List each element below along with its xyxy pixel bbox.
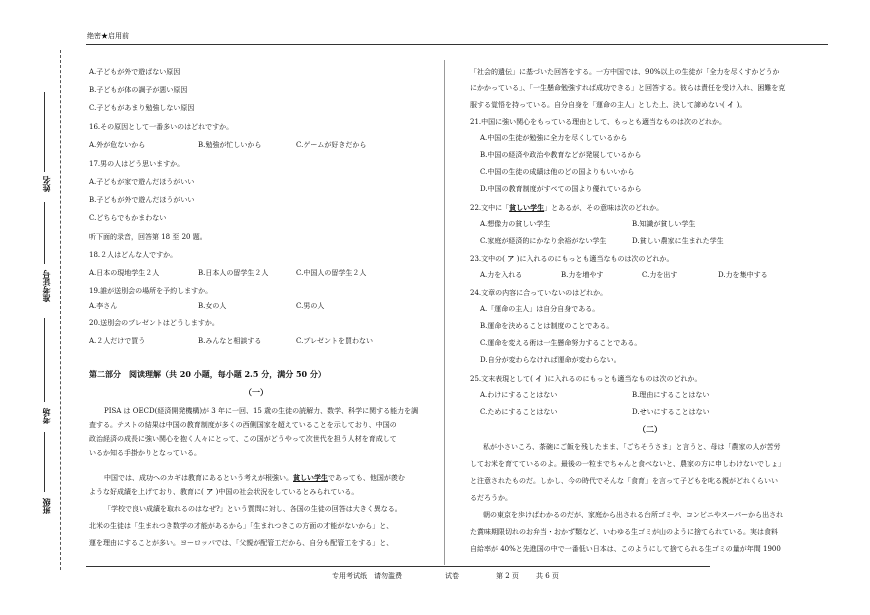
- q15-option-b: B.子どもが体の調子が悪い原因: [89, 86, 188, 94]
- q22-option-c: C.家庭が経済的にかなり余裕がない学生: [480, 237, 607, 245]
- side-class-label: 班级: [41, 498, 51, 514]
- q20-option-c: C.プレゼントを買わない: [296, 337, 374, 345]
- q20-option-a: A.２人だけで買う: [89, 337, 146, 345]
- footer-rule: [86, 566, 710, 567]
- q15-option-a: A.子どもが外で遊ばない原因: [89, 68, 181, 76]
- q19-option-b: B.女の人: [198, 302, 227, 310]
- side-exam-no-line: [44, 202, 45, 264]
- column-divider: [444, 60, 445, 565]
- side-exam-no-label: 准考证号: [41, 270, 51, 302]
- passage2-line-3: と注意されたものだ。しかし、今の時代でそんな「食育」を言って子どもを叱る親がどれくらいい: [470, 477, 778, 485]
- q23-option-b: B.力を増やす: [561, 271, 604, 279]
- q25-option-b: B.理由にすることはない: [632, 391, 710, 399]
- footer-page-number: 第 2 页: [496, 572, 519, 580]
- q18-option-a: A.日本の現地学生２人: [89, 269, 160, 277]
- q20-stem: 20.送別会のプレゼントはどうしますか。: [89, 319, 219, 327]
- q24-option-b: B.運命を決めることは制度のことである。: [480, 322, 614, 330]
- passage1-line-3: 政治経済の成長に強い関心を抱く人々にとって、この国がどうやって次世代を担う人材を育成して: [89, 435, 397, 443]
- q21-option-b: B.中国の経済や政治や教育などが発展しているから: [480, 151, 642, 159]
- passage1-cont-line-3: 服する覚悟を持っている。自分自身を「運命の主人」とした上、決して諦めない( イ )。: [470, 100, 747, 109]
- q25-option-a: A.わけにすることはない: [480, 391, 558, 399]
- binding-dashed-line: [60, 50, 61, 570]
- side-room-line: [44, 318, 45, 402]
- passage1-line-7: 「学校で良い成績を取れるのはなぜ?」という質問に対し、各国の生徒の回答は大きく異なる。: [104, 505, 402, 513]
- q16-option-b: B.勉強が忙しいから: [198, 141, 262, 149]
- passage1-line-9: 運を理由にすることが多い。ヨーロッパでは、「父親が配管工だから、自分も配管工をする」と、: [89, 539, 394, 547]
- q21-stem: 21.中国に強い関心をもっている理由として、もっとも適当なものは次のどれか。: [470, 118, 726, 126]
- passage1-line-2: 査する。テストの結果は中国の教育制度が多くの西側国家を超えていることを示しており、中国の: [89, 421, 397, 429]
- q16-stem: 16.その原因として一番多いのはどれですか。: [89, 123, 234, 131]
- q18-option-b: B.日本人の留学生２人: [198, 269, 269, 277]
- q17-option-c: C.どちらでもかまわない: [89, 214, 167, 222]
- header-secret-label: 绝密★启用前: [87, 32, 129, 40]
- q18-option-c: C.中国人の留学生２人: [296, 269, 367, 277]
- q25-option-d: D.せいにすることはない: [632, 408, 710, 416]
- q16-option-c: C.ゲームが好きだから: [296, 141, 367, 149]
- q21-option-d: D.中国の教育制度がすべての国より優れているから: [480, 185, 642, 193]
- q19-option-a: A.李さん: [89, 302, 118, 310]
- passage1-line-4: いるか知る手掛かりとなっている。: [89, 449, 201, 457]
- passage2-line-7: 自給率が 40%と先進国の中で一番低い日本は、このようにして捨てられる生ゴミの量が年間 1900: [470, 545, 781, 553]
- q21-option-c: C.中国の生徒の成績は他のどの国よりもいいから: [480, 168, 635, 176]
- passage2-line-5: 朝の東京を歩けばわかるのだが、家庭から出される台所ゴミや、コンビニやスーパーから出され: [483, 511, 784, 519]
- q24-option-a: A.「運命の主人」は自分自身である。: [480, 305, 600, 313]
- q23-option-d: D.力を集中する: [718, 271, 768, 279]
- q19-stem: 19.誰が送別会の場所を予約しますか。: [89, 287, 213, 295]
- header-rule: [86, 44, 828, 45]
- q23-option-a: A.力を入れる: [480, 271, 523, 279]
- passage1-line-1: PISA は OECD(経済開発機構)が 3 年に一回、15 歳の生徒の読解力、数学、科学に関する能力を調: [104, 407, 419, 415]
- footer-paper-label: 试卷: [445, 572, 459, 580]
- q16-option-a: A.外が危ないから: [89, 141, 146, 149]
- passage1-line-6: ような好成績を上げており、教育に( ア )中国の社会状況をしているとみられている。: [89, 487, 359, 496]
- passage2-line-4: るだろうか。: [470, 494, 512, 502]
- footer-notice: 专用考试纸 请勿滥费: [332, 572, 402, 580]
- q22-stem: 22.文中に「貧しい学生」とあるが、その意味は次のどれか。: [470, 203, 664, 212]
- q22-option-b: B.知識が貧しい学生: [632, 220, 696, 228]
- q18-stem: 18.２人はどんな人ですか。: [89, 251, 178, 259]
- listening-instruction: 听下面的录音，回答第 18 至 20 题。: [89, 233, 207, 241]
- underlined-phrase: 貧しい学生: [293, 473, 328, 482]
- section-2-heading: （二）: [638, 424, 662, 434]
- passage2-line-1: 私が小さいころ、茶碗にご飯を残したまま、「ごちそうさま」と言うと、母は「農家の人が苦労: [483, 443, 781, 451]
- side-class-line: [44, 432, 45, 492]
- q15-option-c: C.子どもがあまり勉強しない原因: [89, 104, 195, 112]
- q23-stem: 23.文中の( ア )に入れるのにもっとも適当なものは次のどれか。: [470, 254, 674, 263]
- passage1-cont-line-2: にかかっている」、「一生懸命勉強すれば成功できる」と回答する。彼らは責任を受け入れ、困難を克: [470, 84, 786, 92]
- side-name-label: 姓名: [41, 176, 51, 192]
- passage2-line-6: た賞味期限切れのお弁当・おかず類など、いわゆる生ゴミが山のように捨てられている。実は食料: [470, 528, 778, 536]
- q23-option-c: C.力を出す: [642, 271, 678, 279]
- part2-title: 第二部分 阅读理解（共 20 小题，每小题 2.5 分，满分 50 分）: [89, 369, 326, 379]
- q19-option-c: C.男の人: [296, 302, 325, 310]
- q24-option-c: C.運命を変える術は一生懸命努力することである。: [480, 339, 642, 347]
- q22-option-a: A.想像力の貧しい学生: [480, 220, 551, 228]
- q17-option-a: A.子どもが家で遊んだほうがいい: [89, 178, 195, 186]
- side-name-line: [44, 92, 45, 172]
- q25-option-c: C.ためにすることはない: [480, 408, 558, 416]
- q21-option-a: A.中国の生徒が勉強に全力を尽くしているから: [480, 134, 628, 142]
- footer-page-total: 共 6 页: [536, 572, 559, 580]
- side-room-label: 考场: [41, 408, 51, 424]
- passage1-cont-line-1: 「社会的遺伝」に基づいた回答をする。一方中国では、90%以上の生徒が「全力を尽くすかどうか: [470, 68, 780, 76]
- q17-option-b: B.子どもが外で遊んだほうがいい: [89, 196, 195, 204]
- passage1-line-8: 北米の生徒は「生まれつき数学の才能があるから」「生まれつきこの方面の才能がないから」と、: [89, 522, 394, 530]
- q24-option-d: D.自分が変わらなければ運命が変わらない。: [480, 356, 621, 364]
- q20-option-b: B.みんなと相談する: [198, 337, 262, 345]
- q17-stem: 17.男の人はどう思いますか。: [89, 160, 185, 168]
- q25-stem: 25.文末表現として( イ )に入れるのにもっとも適当なものは次のどれか。: [470, 374, 702, 383]
- section-1-heading: （一）: [244, 387, 268, 397]
- q24-stem: 24.文章の内容に合っていないのはどれか。: [470, 289, 608, 297]
- q22-option-d: D.貧しい農家に生まれた学生: [632, 237, 724, 245]
- passage1-line-5: 中国では、成功へのカギは教育にあるという考えが根強い。貧しい学生であっても、他国が羨む: [104, 473, 405, 482]
- passage2-line-2: してお米を育てているのよ。最後の一粒までちゃんと食べないと、農家の方に申しわけないでしょ」: [470, 460, 785, 468]
